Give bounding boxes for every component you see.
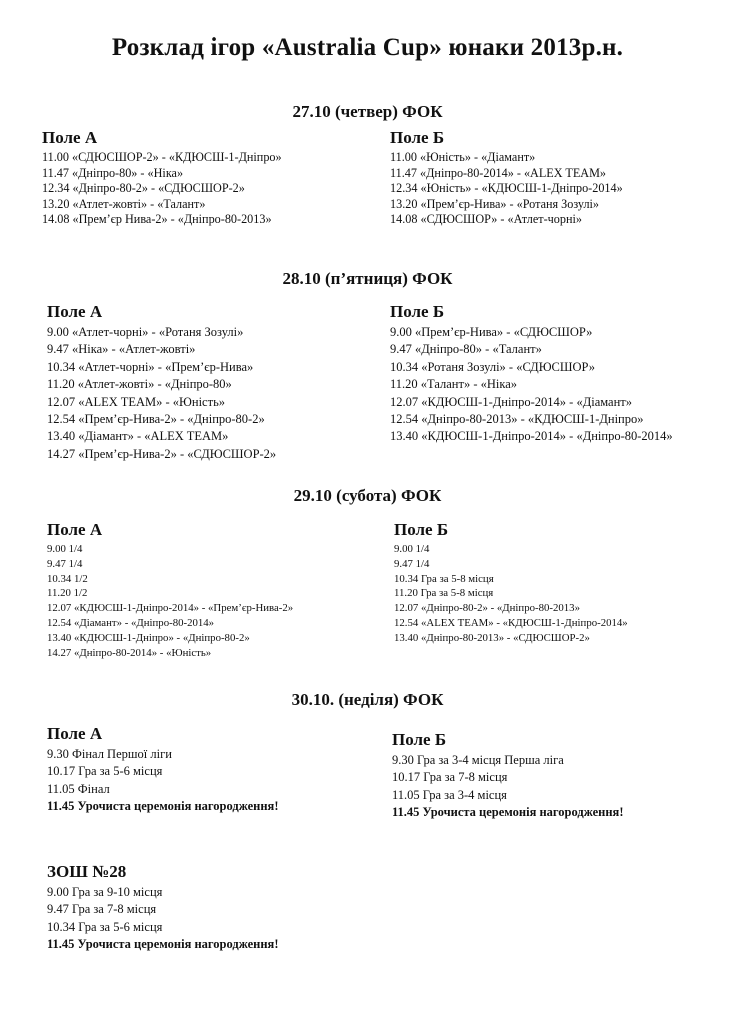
field-title: Поле А: [42, 128, 98, 147]
match-line: 12.34 «Дніпро-80-2» - «СДЮСШОР-2»: [42, 181, 245, 196]
match-line: 12.07 «КДЮСШ-1-Дніпро-2014» - «Прем’єр-Нива-2»: [47, 602, 294, 615]
match-line: 9.00 Гра за 9-10 місця: [47, 885, 163, 899]
match-list: [47, 542, 293, 660]
match-line: 11.47 «Дніпро-80-2014» - «ALEX TEAM»: [390, 165, 607, 180]
match-line: 9.47 Гра за 7-8 місця: [47, 902, 157, 917]
match-line: 9.00 «Атлет-чорні» - «Ротаня Зозулі»: [47, 325, 244, 339]
match-line: 11.00 «СДЮСШОР-2» - «КДЮСШ-1-Дніпро»: [42, 150, 282, 164]
match-line: 14.08 «Прем’єр Нива-2» - «Дніпро-80-2013»: [42, 212, 272, 227]
match-line: 11.47 «Дніпро-80» - «Ніка»: [42, 165, 184, 180]
ceremony-line: 11.45 Урочиста церемонія нагородження!: [47, 799, 279, 814]
match-line: 12.54 «Прем’єр-Нива-2» - «Дніпро-80-2»: [47, 412, 265, 427]
page-title: Розклад ігор «Australia Cup» юнаки 2013р.н.: [111, 34, 624, 61]
match-list: [394, 542, 628, 646]
match-line: 11.20 «Атлет-жовті» - «Дніпро-80»: [47, 377, 232, 392]
day-heading-27-10: 27.10 (четвер) ФОК: [292, 102, 443, 121]
field-title: Поле А: [47, 302, 103, 321]
field-title: Поле Б: [390, 302, 445, 321]
day-heading-28-10: 28.10 (п’ятниця) ФОК: [282, 269, 453, 288]
day2-field-a: [47, 302, 276, 463]
match-line: 12.07 «ALEX TEAM» - «Юність»: [47, 394, 226, 409]
match-line: 14.08 «СДЮСШОР» - «Атлет-чорні»: [390, 212, 582, 227]
match-list: [392, 752, 623, 822]
day4-school-28: [47, 862, 278, 954]
match-line: 13.20 «Прем’єр-Нива» - «Ротаня Зозулі»: [390, 196, 600, 211]
match-line: 10.17 Гра за 5-6 місця: [47, 764, 163, 779]
match-line: 10.34 «Атлет-чорні» - «Прем’єр-Нива»: [47, 359, 254, 374]
match-line: 13.40 «КДЮСШ-1-Дніпро» - «Дніпро-80-2»: [47, 631, 250, 644]
ceremony-line: 11.45 Урочиста церемонія нагородження!: [392, 805, 624, 820]
day4-field-a: [47, 724, 278, 816]
ceremony-line: 11.45 Урочиста церемонія нагородження!: [47, 937, 279, 952]
field-title: Поле А: [47, 520, 103, 539]
match-list: [390, 324, 673, 446]
match-line: 9.47 1/4: [394, 557, 430, 570]
match-line: 11.20 1/2: [47, 587, 88, 600]
match-line: 9.47 «Ніка» - «Атлет-жовті»: [47, 342, 196, 357]
match-line: 12.07 «Дніпро-80-2» - «Дніпро-80-2013»: [394, 602, 580, 615]
day3-field-a: [47, 520, 293, 660]
field-title: Поле Б: [390, 128, 445, 147]
match-line: 12.54 «Дніпро-80-2013» - «КДЮСШ-1-Дніпро»: [390, 412, 644, 427]
match-line: 9.47 1/4: [47, 557, 83, 570]
match-line: 9.30 Гра за 3-4 місця Перша ліга: [392, 753, 564, 767]
match-line: 11.20 Гра за 5-8 місця: [394, 587, 494, 600]
match-line: 9.00 1/4: [394, 543, 430, 555]
match-line: 13.40 «КДЮСШ-1-Дніпро-2014» - «Дніпро-80-2014»: [390, 429, 673, 444]
day1-field-a: [42, 128, 282, 228]
match-line: 12.07 «КДЮСШ-1-Дніпро-2014» - «Діамант»: [390, 394, 633, 409]
match-line: 11.05 Фінал: [47, 781, 110, 796]
match-line: 13.40 «Діамант» - «ALEX TEAM»: [47, 429, 229, 444]
match-line: 9.30 Фінал Першої ліги: [47, 747, 172, 761]
match-line: 9.00 1/4: [47, 543, 83, 555]
match-line: 11.20 «Талант» - «Ніка»: [390, 377, 518, 392]
day3-field-b: [394, 520, 628, 646]
day4-field-b: [392, 730, 623, 822]
match-line: 14.27 «Дніпро-80-2014» - «Юність»: [47, 646, 212, 659]
day2-field-b: [390, 302, 673, 446]
field-title: Поле Б: [394, 520, 449, 539]
match-list: [42, 150, 282, 228]
match-line: 11.00 «Юність» - «Діамант»: [390, 150, 536, 164]
match-line: 10.34 «Ротаня Зозулі» - «СДЮСШОР»: [390, 359, 596, 374]
field-title: Поле Б: [392, 730, 447, 749]
match-line: 14.27 «Прем’єр-Нива-2» - «СДЮСШОР-2»: [47, 446, 277, 461]
day-heading-29-10: 29.10 (субота) ФОК: [293, 486, 442, 505]
match-line: 10.34 1/2: [47, 572, 88, 585]
match-line: 11.05 Гра за 3-4 місця: [392, 787, 507, 802]
day-heading-30-10: 30.10. (неділя) ФОК: [291, 690, 444, 709]
match-list: [47, 884, 278, 954]
match-line: 9.47 «Дніпро-80» - «Талант»: [390, 342, 542, 357]
match-list: [390, 150, 623, 228]
match-line: 13.20 «Атлет-жовті» - «Талант»: [42, 196, 206, 211]
match-line: 12.54 «Діамант» - «Дніпро-80-2014»: [47, 616, 215, 629]
match-line: 12.34 «Юність» - «КДЮСШ-1-Дніпро-2014»: [390, 181, 623, 196]
field-title: ЗОШ №28: [47, 862, 127, 881]
match-line: 12.54 «ALEX TEAM» - «КДЮСШ-1-Дніпро-2014»: [394, 616, 628, 629]
match-list: [47, 324, 276, 463]
match-line: 9.00 «Прем’єр-Нива» - «СДЮСШОР»: [390, 325, 593, 339]
match-list: [47, 746, 278, 816]
match-line: 10.17 Гра за 7-8 місця: [392, 770, 508, 785]
match-line: 10.34 Гра за 5-8 місця: [394, 572, 494, 585]
match-line: 10.34 Гра за 5-6 місця: [47, 919, 163, 934]
day1-field-b: [390, 128, 623, 228]
match-line: 13.40 «Дніпро-80-2013» - «СДЮСШОР-2»: [394, 631, 590, 644]
field-title: Поле А: [47, 724, 103, 743]
